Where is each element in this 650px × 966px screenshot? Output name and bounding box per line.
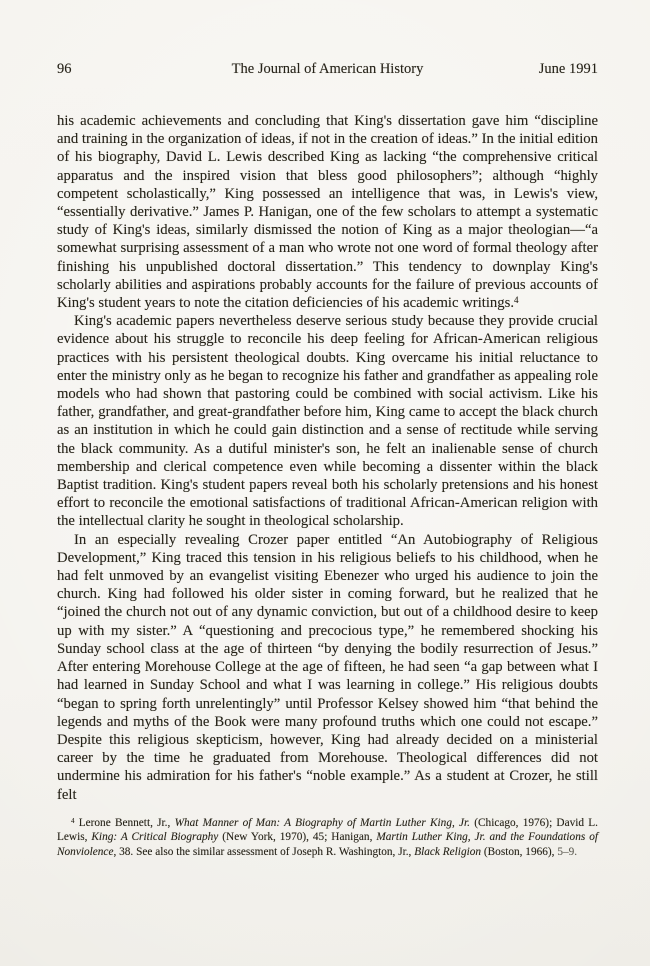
footnote: $^4$ Lerone Bennett, Jr., What Manner of Man: A Biography of Martin Luther King, Jr. (Chicago, 1976); David L. Lewis, King: A Critical Biography (New York, 1970), 45; Hanigan, Martin Luther King, Jr. and the Foundations of Nonviolence, 38. See also the similar assessment of Joseph R. Washington, Jr., Black Religion (Boston, 1966), 5–9. [57,816,599,858]
article-body [57,112,598,860]
paragraph-3: In an especially revealing Crozer paper entitled “An Autobiography of Religious Development,” King traced this tension in his religious beliefs to his childhood, when he had felt unmoved by an evangelist visiting Ebenezer who urged his audience to join the church. King had followed his older sister in coming forward, but he realized that he “joined the church not out of any dynamic conviction, but out of a childhood desire to keep up with my sister.” A “questioning and precocious type,” he remembered shocking his Sunday school class at the age of thirteen “by denying the bodily resurrection of Jesus.” After entering Morehouse College at the age of fifteen, he had seen “a gap between what I had learned in Sunday School and what I was learning in college.” His religious doubts “began to spring forth unrelentingly” until Professor Kelsey showed him “that behind the legends and myths of the Book were many profound truths which one could not escape.” Despite this religious skepticism, however, King had already decided on a ministerial career by the time he graduated from Morehouse. Theological differences did not undermine his admiration for his father's “noble example.” As a student at Crozer, he still felt [57,531,598,803]
issue-date: June 1991 [538,61,598,77]
paragraph-1: his academic achievements and concluding that King's dissertation gave him “discipline and training in the organization of ideas, if not in the creation of ideas.” In the initial edition of his biography, David L. Lewis described King as lacking “the comprehensive critical apparatus and the inspired vision that bless good philosophers”; although “highly competent scholastically,” King possessed an intelligence that was, in Lewis's view, “essentially derivative.” James P. Hanigan, one of the few scholars to attempt a systematic study of King's ideas, similarly dismissed the notion of King as a major theologian—“a somewhat surprising assessment of a man who wrote not one word of formal theology after finishing his unpublished doctoral dissertation.” This tendency to downplay King's scholarly abilities and aspirations probably accounts for the failure of previous accounts of King's student years to note the citation deficiencies of his academic writings.$^4$ [57,113,598,312]
page-number: 96 [57,61,72,77]
paragraph-2: King's academic papers nevertheless deserve serious study because they provide crucial evidence about his struggle to reconcile his deep feeling for African-American religious practices with his persistent theological doubts. King overcame his initial reluctance to enter the ministry only as he began to recognize his father and grandfather as appealing role models who had shown that pastoring could be combined with social activism. Like his father, grandfather, and great-grandfather before him, King came to accept the black church as an institution in which he could gain distinction and a sense of rectitude while serving the black community. As a dutiful minister's son, he felt an inalienable sense of church membership and clerical competence even while becoming a dissenter within the black Baptist tradition. King's student papers reveal both his scholarly pretensions and his honest effort to reconcile the emotional satisfactions of traditional African-American religion with the intellectual clarity he sought in theological scholarship. [57,313,598,530]
journal-title: The Journal of American History [231,61,424,77]
page-header [57,61,598,79]
